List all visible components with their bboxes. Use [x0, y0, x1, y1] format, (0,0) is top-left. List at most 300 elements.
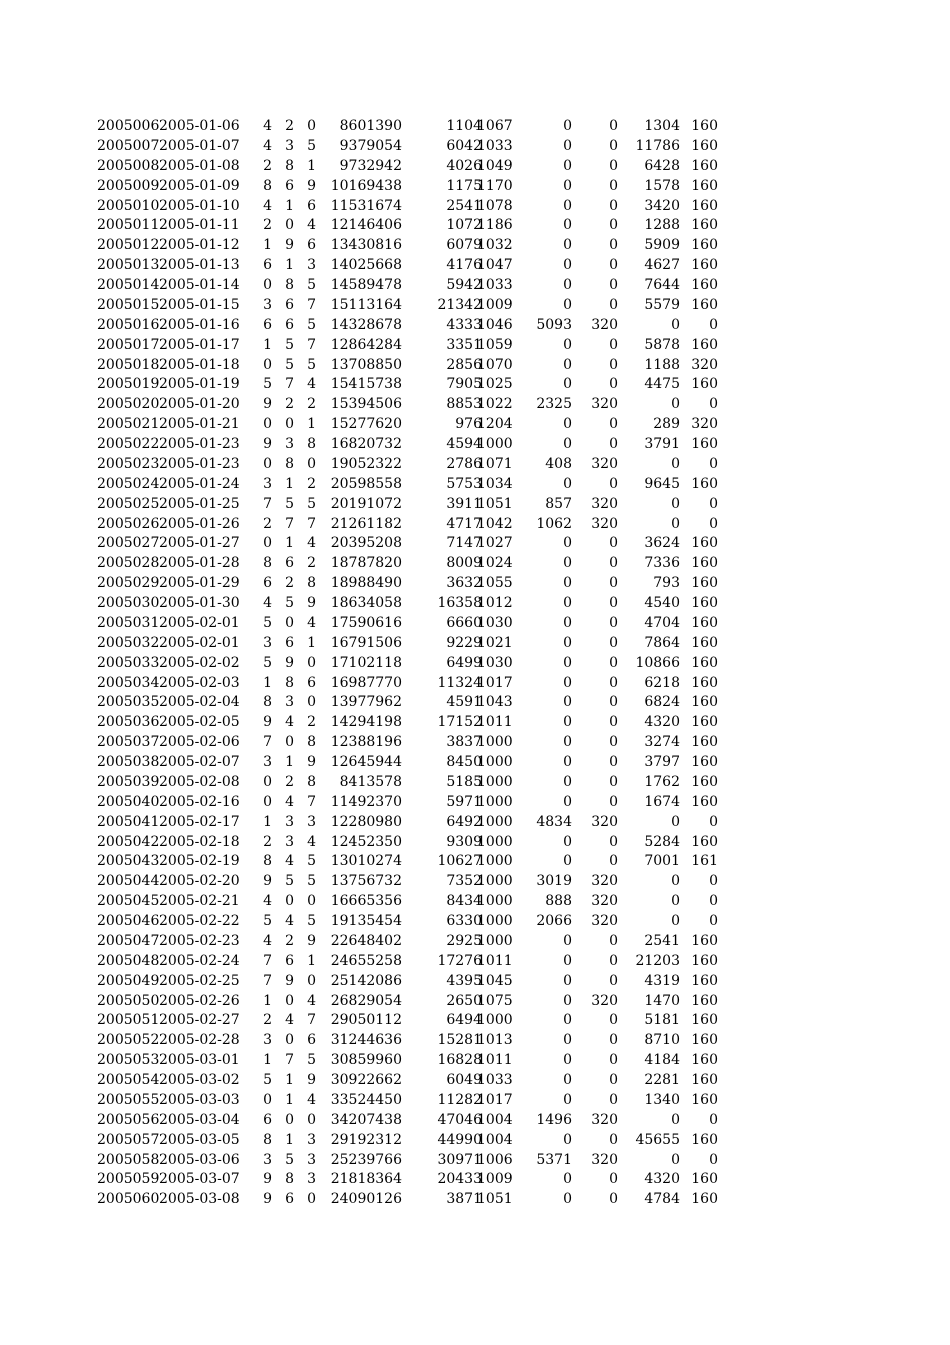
draw-date-cell: 2005-02-21 [159, 893, 240, 910]
digit-1-cell: 0 [263, 773, 272, 790]
value-f-cell: 160 [691, 754, 718, 770]
issue-number-cell: 2005006 [97, 118, 160, 134]
digit-3-cell: 1 [307, 157, 316, 174]
value-b-cell: 1013 [477, 1032, 513, 1049]
issue-number-cell: 2005018 [97, 356, 160, 373]
value-a-cell: 4026 [446, 157, 482, 174]
value-c-cell: 0 [563, 296, 572, 313]
digit-3-cell: 4 [307, 217, 316, 234]
table-row [0, 932, 950, 952]
value-a-cell: 4176 [446, 257, 482, 274]
value-f-cell: 160 [691, 793, 718, 810]
value-c-cell: 0 [563, 1091, 572, 1108]
draw-date-cell: 2005-01-23 [159, 455, 240, 472]
sales-amount-cell: 30859960 [330, 1052, 402, 1069]
value-d-cell: 0 [609, 595, 618, 611]
value-d-cell: 0 [609, 436, 618, 452]
digit-1-cell: 9 [263, 436, 272, 452]
digit-1-cell: 3 [263, 634, 272, 651]
value-b-cell: 1075 [477, 992, 513, 1009]
value-c-cell: 5371 [536, 1151, 572, 1168]
value-c-cell: 0 [563, 575, 572, 592]
sales-amount-cell: 11492370 [330, 793, 402, 810]
table-row [0, 435, 950, 455]
value-b-cell: 1000 [477, 773, 513, 790]
digit-1-cell: 0 [263, 277, 272, 293]
digit-3-cell: 6 [307, 1032, 316, 1049]
digit-3-cell: 7 [307, 1012, 316, 1029]
digit-3-cell: 0 [307, 1111, 316, 1128]
draw-date-cell: 2005-02-05 [159, 714, 240, 731]
value-e-cell: 0 [671, 316, 680, 333]
digit-2-cell: 2 [285, 396, 294, 413]
value-b-cell: 1042 [477, 515, 513, 532]
draw-date-cell: 2005-02-18 [159, 833, 240, 850]
value-f-cell: 0 [709, 1151, 718, 1168]
digit-3-cell: 5 [307, 277, 316, 293]
digit-1-cell: 4 [263, 932, 272, 949]
draw-date-cell: 2005-02-25 [159, 972, 240, 989]
draw-date-cell: 2005-02-26 [159, 992, 240, 1009]
value-f-cell: 160 [691, 714, 718, 731]
value-a-cell: 16828 [437, 1052, 482, 1069]
value-b-cell: 1000 [477, 853, 513, 870]
value-c-cell: 0 [563, 654, 572, 671]
value-a-cell: 2541 [446, 197, 482, 214]
sales-amount-cell: 10169438 [330, 177, 402, 194]
value-d-cell: 0 [609, 257, 618, 274]
value-a-cell: 9229 [446, 634, 482, 651]
sales-amount-cell: 25239766 [330, 1151, 402, 1168]
sales-amount-cell: 31244636 [330, 1032, 402, 1049]
value-f-cell: 0 [709, 316, 718, 333]
draw-date-cell: 2005-02-16 [159, 793, 240, 810]
digit-1-cell: 7 [263, 734, 272, 751]
digit-2-cell: 8 [285, 674, 294, 691]
digit-2-cell: 4 [285, 714, 294, 731]
value-f-cell: 160 [691, 1191, 718, 1208]
digit-1-cell: 1 [263, 813, 272, 830]
sales-amount-cell: 9732942 [339, 157, 402, 174]
value-d-cell: 0 [609, 972, 618, 989]
digit-2-cell: 3 [285, 137, 294, 154]
value-c-cell: 0 [563, 1171, 572, 1188]
value-c-cell: 4834 [536, 813, 572, 830]
digit-2-cell: 0 [285, 416, 294, 433]
sales-amount-cell: 14328678 [330, 316, 402, 333]
table-row [0, 276, 950, 296]
issue-number-cell: 2005019 [97, 376, 160, 393]
issue-number-cell: 2005044 [97, 873, 160, 890]
issue-number-cell: 2005057 [97, 1131, 160, 1148]
value-d-cell: 0 [609, 1171, 618, 1188]
issue-number-cell: 2005025 [97, 495, 160, 512]
issue-number-cell: 2005021 [97, 416, 160, 433]
value-b-cell: 1051 [477, 1191, 513, 1208]
sales-amount-cell: 24655258 [330, 952, 402, 969]
table-row [0, 475, 950, 495]
digit-3-cell: 2 [307, 396, 316, 413]
sales-amount-cell: 30922662 [330, 1072, 402, 1088]
value-a-cell: 976 [455, 416, 482, 433]
digit-2-cell: 5 [285, 495, 294, 512]
value-c-cell: 0 [563, 237, 572, 254]
table-row [0, 236, 950, 256]
table-row [0, 137, 950, 157]
digit-2-cell: 9 [285, 237, 294, 254]
value-b-cell: 1051 [477, 495, 513, 512]
value-d-cell: 0 [609, 773, 618, 790]
table-row [0, 197, 950, 217]
issue-number-cell: 2005007 [97, 137, 160, 154]
digit-2-cell: 4 [285, 913, 294, 929]
draw-date-cell: 2005-02-01 [159, 614, 240, 631]
digit-3-cell: 4 [307, 614, 316, 631]
value-e-cell: 4784 [644, 1191, 680, 1208]
value-f-cell: 160 [691, 336, 718, 353]
value-e-cell: 7001 [644, 853, 680, 870]
value-a-cell: 4591 [446, 694, 482, 711]
digit-1-cell: 0 [263, 356, 272, 373]
digit-2-cell: 1 [285, 197, 294, 214]
digit-1-cell: 4 [263, 595, 272, 611]
value-b-cell: 1000 [477, 793, 513, 810]
value-a-cell: 1104 [446, 118, 482, 134]
sales-amount-cell: 19135454 [330, 913, 402, 929]
digit-3-cell: 4 [307, 1091, 316, 1108]
value-e-cell: 1578 [644, 177, 680, 194]
digit-3-cell: 5 [307, 873, 316, 890]
value-f-cell: 160 [691, 217, 718, 234]
digit-3-cell: 9 [307, 932, 316, 949]
value-c-cell: 3019 [536, 873, 572, 890]
value-d-cell: 0 [609, 575, 618, 592]
issue-number-cell: 2005046 [97, 913, 160, 929]
value-e-cell: 793 [653, 575, 680, 592]
draw-date-cell: 2005-03-08 [159, 1191, 240, 1208]
value-a-cell: 5971 [446, 793, 482, 810]
issue-number-cell: 2005026 [97, 515, 160, 532]
issue-number-cell: 2005032 [97, 634, 160, 651]
issue-number-cell: 2005051 [97, 1012, 160, 1029]
value-a-cell: 20433 [437, 1171, 482, 1188]
draw-date-cell: 2005-01-07 [159, 137, 240, 154]
digit-2-cell: 0 [285, 893, 294, 910]
digit-3-cell: 8 [307, 436, 316, 452]
value-d-cell: 0 [609, 714, 618, 731]
digit-3-cell: 9 [307, 754, 316, 770]
value-a-cell: 3911 [446, 495, 482, 512]
sales-amount-cell: 14294198 [330, 714, 402, 731]
digit-3-cell: 7 [307, 336, 316, 353]
value-d-cell: 0 [609, 356, 618, 373]
value-c-cell: 0 [563, 595, 572, 611]
sales-amount-cell: 18787820 [330, 555, 402, 572]
digit-1-cell: 6 [263, 316, 272, 333]
value-d-cell: 0 [609, 734, 618, 751]
draw-date-cell: 2005-02-06 [159, 734, 240, 751]
sales-amount-cell: 21261182 [330, 515, 402, 532]
value-f-cell: 160 [691, 595, 718, 611]
value-f-cell: 160 [691, 575, 718, 592]
issue-number-cell: 2005016 [97, 316, 160, 333]
value-d-cell: 0 [609, 416, 618, 433]
value-b-cell: 1030 [477, 654, 513, 671]
sales-amount-cell: 16987770 [330, 674, 402, 691]
value-d-cell: 0 [609, 694, 618, 711]
draw-date-cell: 2005-02-02 [159, 654, 240, 671]
digit-2-cell: 2 [285, 932, 294, 949]
value-a-cell: 3871 [446, 1191, 482, 1208]
digit-2-cell: 0 [285, 734, 294, 751]
value-c-cell: 0 [563, 754, 572, 770]
sales-amount-cell: 14025668 [330, 257, 402, 274]
digit-2-cell: 9 [285, 972, 294, 989]
sales-amount-cell: 12864284 [330, 336, 402, 353]
value-d-cell: 0 [609, 754, 618, 770]
value-c-cell: 1062 [536, 515, 572, 532]
value-a-cell: 4395 [446, 972, 482, 989]
digit-3-cell: 8 [307, 734, 316, 751]
value-a-cell: 17152 [437, 714, 482, 731]
table-row [0, 813, 950, 833]
sales-amount-cell: 15277620 [330, 416, 402, 433]
digit-3-cell: 1 [307, 952, 316, 969]
digit-1-cell: 8 [263, 555, 272, 572]
digit-2-cell: 4 [285, 793, 294, 810]
digit-2-cell: 0 [285, 217, 294, 234]
table-row [0, 1131, 950, 1151]
value-b-cell: 1204 [477, 416, 513, 433]
value-b-cell: 1000 [477, 932, 513, 949]
digit-3-cell: 5 [307, 913, 316, 929]
table-row [0, 554, 950, 574]
sales-amount-cell: 11531674 [330, 197, 402, 214]
value-e-cell: 4475 [644, 376, 680, 393]
value-b-cell: 1034 [477, 475, 513, 492]
value-b-cell: 1000 [477, 873, 513, 890]
table-row [0, 1031, 950, 1051]
sales-amount-cell: 9379054 [339, 137, 402, 154]
sales-amount-cell: 17590616 [330, 614, 402, 631]
digit-1-cell: 4 [263, 137, 272, 154]
value-b-cell: 1033 [477, 277, 513, 293]
table-row [0, 1051, 950, 1071]
digit-3-cell: 0 [307, 1191, 316, 1208]
value-f-cell: 160 [691, 376, 718, 393]
draw-date-cell: 2005-03-07 [159, 1171, 240, 1188]
draw-date-cell: 2005-02-28 [159, 1032, 240, 1049]
digit-2-cell: 1 [285, 1091, 294, 1108]
issue-number-cell: 2005059 [97, 1171, 160, 1188]
digit-1-cell: 1 [263, 674, 272, 691]
value-a-cell: 6330 [446, 913, 482, 929]
value-b-cell: 1032 [477, 237, 513, 254]
issue-number-cell: 2005022 [97, 436, 160, 452]
digit-1-cell: 6 [263, 257, 272, 274]
draw-date-cell: 2005-01-30 [159, 595, 240, 611]
digit-2-cell: 7 [285, 515, 294, 532]
value-c-cell: 0 [563, 1012, 572, 1029]
draw-date-cell: 2005-01-21 [159, 416, 240, 433]
value-c-cell: 0 [563, 277, 572, 293]
value-c-cell: 0 [563, 674, 572, 691]
value-f-cell: 320 [691, 356, 718, 373]
digit-2-cell: 6 [285, 296, 294, 313]
draw-date-cell: 2005-02-03 [159, 674, 240, 691]
value-a-cell: 5942 [446, 277, 482, 293]
value-b-cell: 1009 [477, 1171, 513, 1188]
issue-number-cell: 2005009 [97, 177, 160, 194]
digit-2-cell: 5 [285, 1151, 294, 1168]
value-b-cell: 1070 [477, 356, 513, 373]
table-row [0, 773, 950, 793]
value-e-cell: 7864 [644, 634, 680, 651]
value-d-cell: 0 [609, 376, 618, 393]
digit-1-cell: 9 [263, 873, 272, 890]
draw-date-cell: 2005-02-24 [159, 952, 240, 969]
digit-3-cell: 7 [307, 515, 316, 532]
value-b-cell: 1006 [477, 1151, 513, 1168]
value-b-cell: 1027 [477, 535, 513, 552]
value-d-cell: 0 [609, 555, 618, 572]
value-d-cell: 320 [591, 813, 618, 830]
value-e-cell: 6218 [644, 674, 680, 691]
table-row [0, 316, 950, 336]
digit-2-cell: 5 [285, 595, 294, 611]
table-row [0, 574, 950, 594]
digit-3-cell: 5 [307, 495, 316, 512]
value-a-cell: 4333 [446, 316, 482, 333]
value-f-cell: 160 [691, 1032, 718, 1049]
table-row [0, 375, 950, 395]
digit-2-cell: 8 [285, 157, 294, 174]
value-a-cell: 8434 [446, 893, 482, 910]
value-c-cell: 888 [545, 893, 572, 910]
value-b-cell: 1000 [477, 813, 513, 830]
issue-number-cell: 2005014 [97, 277, 160, 293]
issue-number-cell: 2005036 [97, 714, 160, 731]
table-row [0, 693, 950, 713]
sales-amount-cell: 15394506 [330, 396, 402, 413]
digit-2-cell: 4 [285, 853, 294, 870]
value-d-cell: 0 [609, 137, 618, 154]
value-e-cell: 289 [653, 416, 680, 433]
value-c-cell: 0 [563, 833, 572, 850]
table-row [0, 1151, 950, 1171]
digit-1-cell: 0 [263, 793, 272, 810]
value-b-cell: 1046 [477, 316, 513, 333]
value-f-cell: 160 [691, 634, 718, 651]
value-e-cell: 0 [671, 515, 680, 532]
issue-number-cell: 2005040 [97, 793, 160, 810]
value-d-cell: 320 [591, 893, 618, 910]
value-a-cell: 5753 [446, 475, 482, 492]
value-a-cell: 4594 [446, 436, 482, 452]
value-e-cell: 4320 [644, 714, 680, 731]
value-d-cell: 0 [609, 932, 618, 949]
value-d-cell: 0 [609, 793, 618, 810]
digit-1-cell: 0 [263, 1091, 272, 1108]
value-e-cell: 3274 [644, 734, 680, 751]
table-row [0, 216, 950, 236]
value-b-cell: 1033 [477, 1072, 513, 1088]
value-f-cell: 160 [691, 237, 718, 254]
value-a-cell: 6042 [446, 137, 482, 154]
sales-amount-cell: 20395208 [330, 535, 402, 552]
issue-number-cell: 2005020 [97, 396, 160, 413]
digit-3-cell: 0 [307, 972, 316, 989]
value-f-cell: 160 [691, 1052, 718, 1069]
issue-number-cell: 2005008 [97, 157, 160, 174]
value-e-cell: 1188 [644, 356, 680, 373]
value-c-cell: 0 [563, 217, 572, 234]
value-f-cell: 161 [691, 853, 718, 870]
value-c-cell: 0 [563, 157, 572, 174]
issue-number-cell: 2005052 [97, 1032, 160, 1049]
sales-amount-cell: 14589478 [330, 277, 402, 293]
value-d-cell: 0 [609, 654, 618, 671]
value-e-cell: 0 [671, 1151, 680, 1168]
value-e-cell: 0 [671, 495, 680, 512]
sales-amount-cell: 16791506 [330, 634, 402, 651]
digit-1-cell: 3 [263, 754, 272, 770]
digit-2-cell: 0 [285, 1111, 294, 1128]
digit-2-cell: 5 [285, 336, 294, 353]
value-a-cell: 11282 [437, 1091, 482, 1108]
value-c-cell: 0 [563, 137, 572, 154]
value-a-cell: 2856 [446, 356, 482, 373]
digit-2-cell: 9 [285, 654, 294, 671]
value-d-cell: 0 [609, 237, 618, 254]
value-b-cell: 1022 [477, 396, 513, 413]
value-b-cell: 1000 [477, 754, 513, 770]
sales-amount-cell: 13430816 [330, 237, 402, 254]
digit-1-cell: 6 [263, 575, 272, 592]
value-c-cell: 1496 [536, 1111, 572, 1128]
value-d-cell: 0 [609, 277, 618, 293]
table-row [0, 1111, 950, 1131]
digit-2-cell: 6 [285, 555, 294, 572]
value-d-cell: 0 [609, 1012, 618, 1029]
digit-3-cell: 1 [307, 416, 316, 433]
value-c-cell: 0 [563, 992, 572, 1009]
table-row [0, 892, 950, 912]
value-f-cell: 160 [691, 614, 718, 631]
digit-1-cell: 2 [263, 157, 272, 174]
value-f-cell: 160 [691, 833, 718, 850]
draw-date-cell: 2005-01-28 [159, 555, 240, 572]
digit-1-cell: 5 [263, 913, 272, 929]
value-d-cell: 0 [609, 197, 618, 214]
digit-3-cell: 6 [307, 237, 316, 254]
value-f-cell: 160 [691, 535, 718, 552]
digit-3-cell: 1 [307, 634, 316, 651]
digit-2-cell: 1 [285, 1072, 294, 1088]
issue-number-cell: 2005029 [97, 575, 160, 592]
draw-date-cell: 2005-03-05 [159, 1131, 240, 1148]
value-f-cell: 160 [691, 296, 718, 313]
value-e-cell: 0 [671, 1111, 680, 1128]
value-d-cell: 0 [609, 157, 618, 174]
value-a-cell: 2786 [446, 455, 482, 472]
table-row [0, 455, 950, 475]
digit-2-cell: 8 [285, 1171, 294, 1188]
value-a-cell: 3351 [446, 336, 482, 353]
value-e-cell: 1304 [644, 118, 680, 134]
table-row [0, 733, 950, 753]
issue-number-cell: 2005013 [97, 257, 160, 274]
